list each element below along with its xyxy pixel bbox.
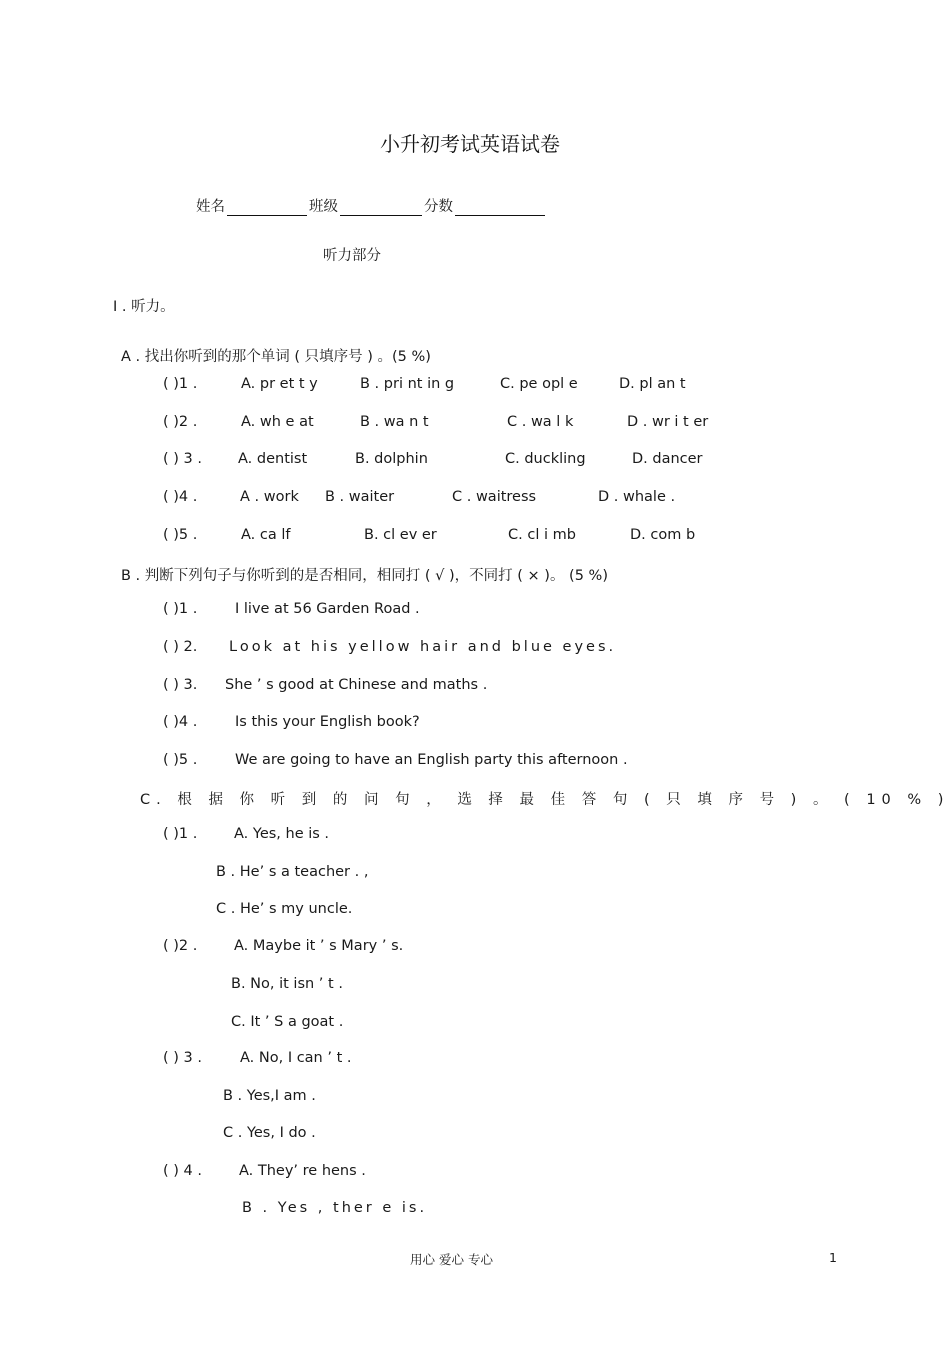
name-label: 姓名 <box>196 199 225 215</box>
question-number: ( ) 3. <box>163 677 198 693</box>
option-a: A. No, I can ’ t . <box>240 1050 352 1066</box>
question-text: I live at 56 Garden Road . <box>235 601 420 617</box>
question-number: ( )5 . <box>163 752 198 768</box>
question-number: ( ) 4 . <box>163 1163 202 1179</box>
option-a: A. They’ re hens . <box>239 1163 366 1179</box>
page-title: 小升初考试英语试卷 <box>380 132 560 156</box>
question-number: ( ) 3 . <box>163 451 202 467</box>
option-a: A. Maybe it ’ s Mary ’ s. <box>234 938 404 954</box>
option-d: D . whale . <box>598 489 676 505</box>
question-number: ( ) 2. <box>163 639 198 655</box>
question-number: ( )4 . <box>163 714 198 730</box>
score-label: 分数 <box>424 199 453 215</box>
option-b: B . pri nt in g <box>360 376 455 392</box>
question-text: We are going to have an English party this afternoon . <box>235 752 628 768</box>
question-number: ( )2 . <box>163 414 198 430</box>
option-c: C. It ’ S a goat . <box>231 1014 344 1030</box>
option-b: B. No, it isn ’ t . <box>231 976 343 992</box>
option-a: A. ca lf <box>241 527 291 543</box>
option-c: C. duckling <box>505 451 586 467</box>
question-number: ( )1 . <box>163 376 198 392</box>
footer-motto: 用心 爱心 专心 <box>410 1252 493 1267</box>
option-a: A. dentist <box>238 451 308 467</box>
option-d: D. dancer <box>632 451 703 467</box>
option-b: B. cl ev er <box>364 527 437 543</box>
option-b: B . Yes , ther e is. <box>242 1200 428 1216</box>
option-a: A. wh e at <box>241 414 314 430</box>
part-c-instruction: C. 根 据 你 听 到 的 问 句 ， 选 择 最 佳 答 句 ( 只 填 序 号 ) 。 ( 10 % ) <box>140 792 950 808</box>
question-number: ( )4 . <box>163 489 198 505</box>
option-b: B. dolphin <box>355 451 428 467</box>
option-b: B . Yes,I am . <box>223 1088 316 1104</box>
option-a: A. pr et t y <box>241 376 318 392</box>
question-number: ( ) 3 . <box>163 1050 202 1066</box>
option-d: D . wr i t er <box>627 414 709 430</box>
option-d: D. pl an t <box>619 376 686 392</box>
option-b: B . waiter <box>325 489 395 505</box>
option-c: C. cl i mb <box>508 527 576 543</box>
option-a: A. Yes, he is . <box>234 826 330 842</box>
option-d: D. com b <box>630 527 696 543</box>
question-text: She ’ s good at Chinese and maths . <box>225 677 488 693</box>
question-number: ( )2 . <box>163 938 198 954</box>
page-number: 1 <box>829 1250 837 1265</box>
option-a: A . work <box>240 489 299 505</box>
question-number: ( )5 . <box>163 527 198 543</box>
option-c: C. pe opl e <box>500 376 578 392</box>
option-b: B . wa n t <box>360 414 429 430</box>
option-c: C . wa l k <box>507 414 574 430</box>
part-b-instruction: B . 判断下列句子与你听到的是否相同，相同打 ( √ )，不同打 ( × )。 (5 %) <box>121 568 608 584</box>
class-label: 班级 <box>309 199 338 215</box>
score-blank[interactable] <box>455 199 545 216</box>
option-c: C . waitress <box>452 489 537 505</box>
name-blank[interactable] <box>227 199 307 216</box>
question-number: ( )1 . <box>163 826 198 842</box>
question-text: Is this your English book? <box>235 714 420 730</box>
question-text: Look at his yellow hair and blue eyes. <box>229 639 617 655</box>
section-heading: I . 听力。 <box>113 299 175 315</box>
option-b: B . He’ s a teacher . , <box>216 864 369 880</box>
student-info-line <box>196 195 547 216</box>
question-number: ( )1 . <box>163 601 198 617</box>
option-c: C . He’ s my uncle. <box>216 901 353 917</box>
option-c: C . Yes, I do . <box>223 1125 316 1141</box>
listening-part-heading: 听力部分 <box>323 248 381 264</box>
part-a-instruction: A . 找出你听到的那个单词 ( 只填序号 ) 。(5 %) <box>121 349 431 365</box>
class-blank[interactable] <box>340 199 422 216</box>
